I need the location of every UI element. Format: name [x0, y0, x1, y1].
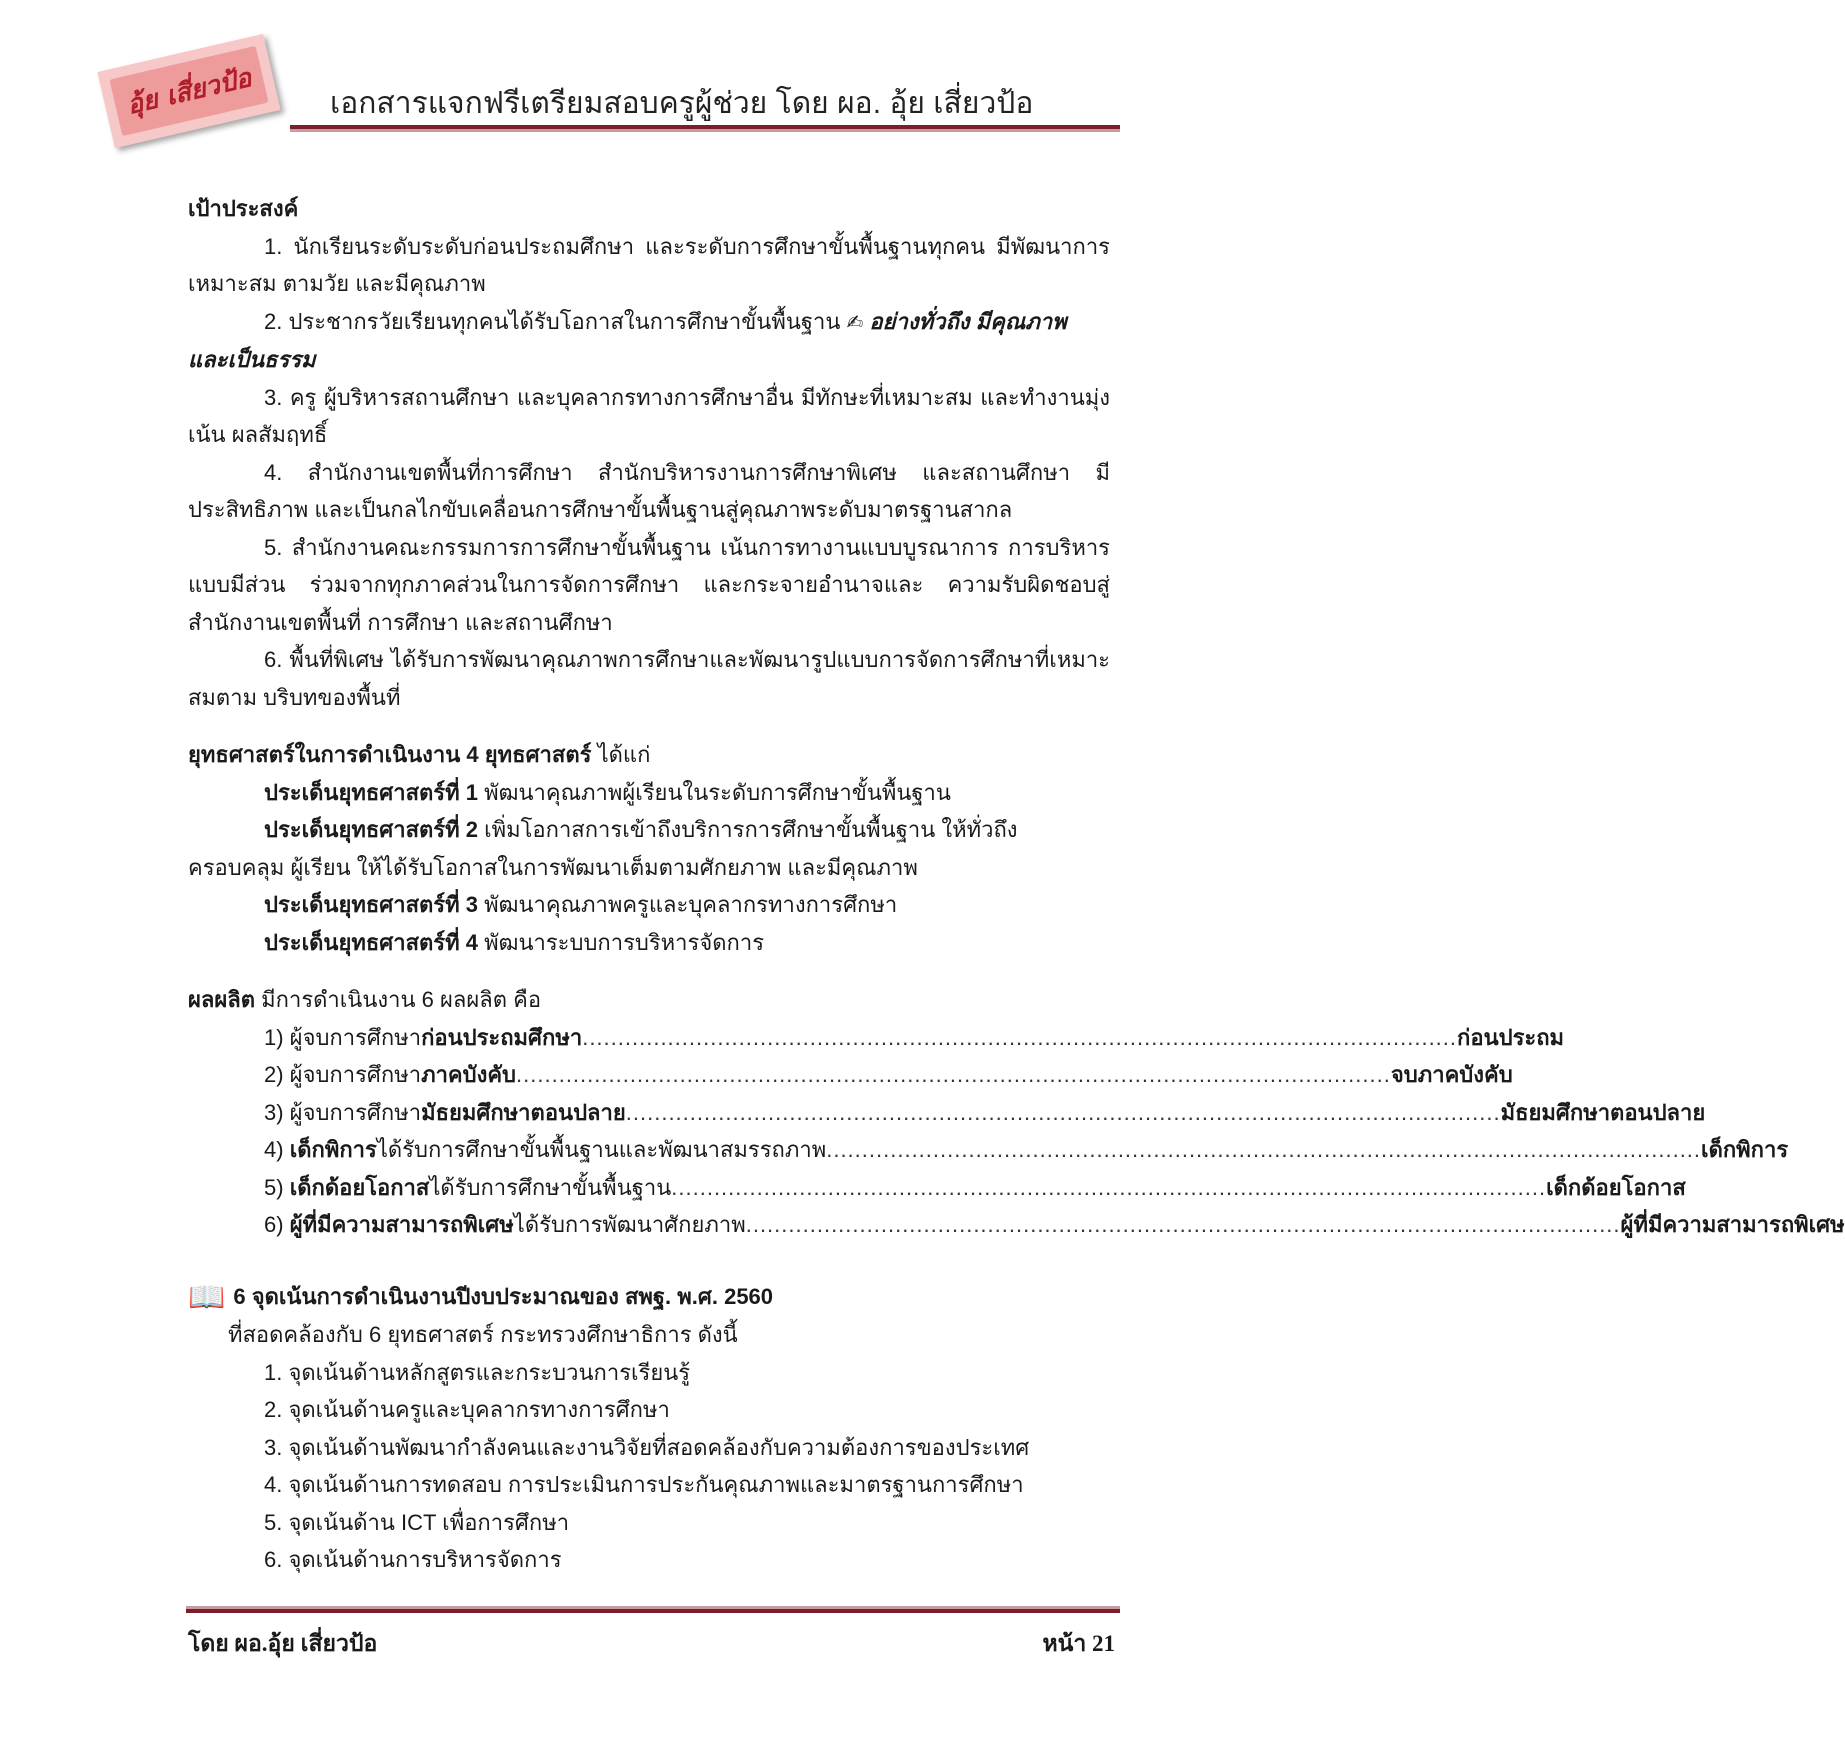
goal-item-4: 4. สำนักงานเขตพื้นที่การศึกษา สำนักบริหารงานการศึกษาพิเศษ และสถานศึกษา มีประสิทธิภาพ และเป็นกลไกขับเคลื่อนการศึกษาขั้นพื้นฐานสู่คุณภาพระดับมาตรฐานสากล	[188, 459, 1110, 522]
output-pre: 2) ผู้จบการศึกษา	[264, 1062, 422, 1087]
logo-stamp	[97, 34, 280, 148]
focus-item-1: 1. จุดเน้นด้านหลักสูตรและกระบวนการเรียนรู้	[264, 1359, 691, 1385]
output-bold: ก่อนประถมศึกษา	[421, 1024, 583, 1050]
strategy-label: ประเด็นยุทธศาสตร์ที่ 4	[264, 929, 478, 955]
strategies-heading-suffix: ได้แก่	[591, 742, 651, 767]
strategy-label: ประเด็นยุทธศาสตร์ที่ 2	[264, 817, 478, 842]
outputs-heading	[188, 981, 1110, 1019]
output-item-5	[188, 1169, 1686, 1207]
output-bold: ภาคบังคับ	[421, 1062, 517, 1087]
book-icon: 📖	[188, 1279, 226, 1315]
strategy-text: เพิ่มโอกาสการเข้าถึงบริการการศึกษาขั้นพื้นฐาน ให้ทั่วถึงครอบคลุม ผู้เรียน ให้ได้รับโอกาสในการพัฒนาเต็มตามศักยภาพ และมีคุณภาพ	[188, 817, 1018, 880]
outputs-heading-bold: ผลผลิต	[188, 987, 256, 1012]
goal-item-5: 5. สำนักงานคณะกรรมการการศึกษาขั้นพื้นฐาน เน้นการทางานแบบบูรณาการ การบริหารแบบมีส่วน ร่วมจากทุกภาคส่วนในการจัดการศึกษา และกระจายอำนาจและ ความรับผิดชอบสู่สำนักงานเขตพื้นที่ การศึกษา และสถานศึกษา	[188, 534, 1110, 635]
strategy-item-1	[188, 774, 1110, 812]
focus-item-4: 4. จุดเน้นด้านการทดสอบ การประเมินการประกันคุณภาพและมาตรฐานการศึกษา	[264, 1472, 1024, 1497]
leader-dots: ...........................................................................................................................	[745, 1212, 1621, 1237]
leader-dots: ...........................................................................................................................	[625, 1099, 1501, 1125]
leader-dots: ...........................................................................................................................	[516, 1062, 1391, 1087]
focus-heading	[188, 1278, 1110, 1317]
footer-author: โดย ผอ.อุ้ย เสี่ยวป้อ	[188, 1631, 378, 1656]
goal-item-2	[188, 303, 1110, 379]
output-pre: 5)	[264, 1174, 290, 1200]
strategy-label: ประเด็นยุทธศาสตร์ที่ 1	[264, 779, 478, 805]
output-pre: 1) ผู้จบการศึกษา	[264, 1024, 422, 1050]
output-end: มัธยมศึกษาตอนปลาย	[1500, 1099, 1706, 1125]
goal-item-2-text: 2. ประชากรวัยเรียนทุกคนได้รับโอกาสในการศึกษาขั้นพื้นฐาน	[264, 308, 847, 334]
strategy-item-2	[188, 811, 1110, 886]
output-end: เด็กด้อยโอกาส	[1546, 1174, 1686, 1200]
output-bold: มัธยมศึกษาตอนปลาย	[421, 1099, 626, 1125]
footer-divider	[186, 1606, 1120, 1613]
output-post: ได้รับการศึกษาขั้นพื้นฐาน	[429, 1174, 672, 1200]
page-header-title: เอกสารแจกฟรีเตรียมสอบครูผู้ช่วย โดย ผอ. อุ้ย เสี่ยวป้อ	[330, 87, 1034, 120]
output-item-1	[188, 1019, 1565, 1057]
output-end: เด็กพิการ	[1701, 1137, 1789, 1162]
document-body	[188, 190, 1845, 1579]
page-number: หน้า 21	[1042, 1631, 1115, 1656]
output-post: ได้รับการศึกษาขั้นพื้นฐานและพัฒนาสมรรถภาพ	[376, 1137, 827, 1162]
strategy-item-3	[188, 886, 1110, 924]
output-end: จบภาคบังคับ	[1390, 1062, 1513, 1087]
output-bold: ผู้ที่มีความสามารถพิเศษ	[289, 1212, 514, 1237]
leader-dots: ...........................................................................................................................	[826, 1137, 1702, 1162]
leader-dots: ...........................................................................................................................	[582, 1024, 1458, 1050]
strategy-text: พัฒนาคุณภาพผู้เรียนในระดับการศึกษาขั้นพื้นฐาน	[477, 779, 951, 805]
output-item-4	[188, 1131, 1789, 1169]
focus-item-6: 6. จุดเน้นด้านการบริหารจัดการ	[264, 1547, 562, 1572]
focus-subheading: ที่สอดคล้องกับ 6 ยุทธศาสตร์ กระทรวงศึกษาธิการ ดังนี้	[228, 1322, 738, 1347]
leader-dots: ...........................................................................................................................	[671, 1174, 1547, 1200]
logo-stamp-text: อุ้ย เสี่ยวป้อ	[109, 46, 268, 136]
output-post: ได้รับการพัฒนาศักยภาพ	[513, 1212, 746, 1237]
goal-item-1: 1. นักเรียนระดับระดับก่อนประถมศึกษา และระดับการศึกษาขั้นพื้นฐานทุกคน มีพัฒนาการเหมาะสม ตามวัย และมีคุณภาพ	[188, 233, 1110, 296]
output-pre: 6)	[264, 1212, 290, 1237]
writing-hand-icon: ✍	[846, 309, 864, 334]
strategy-text: พัฒนาคุณภาพครูและบุคลากรทางการศึกษา	[477, 892, 898, 917]
strategy-item-4	[188, 924, 1110, 962]
strategy-text: พัฒนาระบบการบริหารจัดการ	[477, 929, 765, 955]
output-item-3	[188, 1094, 1706, 1132]
focus-item-3: 3. จุดเน้นด้านพัฒนากำลังคนและงานวิจัยที่สอดคล้องกับความต้องการของประเทศ	[264, 1434, 1030, 1460]
output-end: ก่อนประถม	[1457, 1024, 1565, 1050]
focus-item-5: 5. จุดเน้นด้าน ICT เพื่อการศึกษา	[264, 1509, 570, 1535]
output-item-6	[188, 1206, 1845, 1244]
goals-heading: เป้าประสงค์	[188, 196, 299, 221]
goal-item-2-emphasis: อย่างทั่วถึง มีคุณภาพ และเป็นธรรม	[188, 308, 1067, 372]
output-end: ผู้ที่มีความสามารถพิเศษ	[1620, 1212, 1845, 1237]
strategies-heading	[188, 736, 1110, 774]
output-pre: 4)	[264, 1137, 290, 1162]
output-pre: 3) ผู้จบการศึกษา	[264, 1099, 422, 1125]
strategy-label: ประเด็นยุทธศาสตร์ที่ 3	[264, 892, 478, 917]
strategies-heading-bold: ยุทธศาสตร์ในการดำเนินงาน 4 ยุทธศาสตร์	[188, 742, 592, 767]
header-divider	[290, 125, 1120, 132]
output-bold: เด็กพิการ	[289, 1137, 377, 1162]
output-bold: เด็กด้อยโอกาส	[289, 1174, 430, 1200]
focus-item-2: 2. จุดเน้นด้านครูและบุคลากรทางการศึกษา	[264, 1397, 670, 1422]
goal-item-3: 3. ครู ผู้บริหารสถานศึกษา และบุคลากรทางการศึกษาอื่น มีทักษะที่เหมาะสม และทำงานมุ่งเน้น ผลสัมฤทธิ์	[188, 384, 1110, 447]
focus-heading-text: 6 จุดเน้นการดำเนินงานปีงบประมาณของ สพฐ. พ.ศ. 2560	[233, 1283, 774, 1309]
goal-item-6: 6. พื้นที่พิเศษ ได้รับการพัฒนาคุณภาพการศึกษาและพัฒนารูปแบบการจัดการศึกษาที่เหมาะสมตาม บริบทของพื้นที่	[188, 647, 1110, 710]
outputs-heading-suffix: มีการดำเนินงาน 6 ผลผลิต คือ	[255, 987, 542, 1012]
output-item-2	[188, 1056, 1513, 1094]
